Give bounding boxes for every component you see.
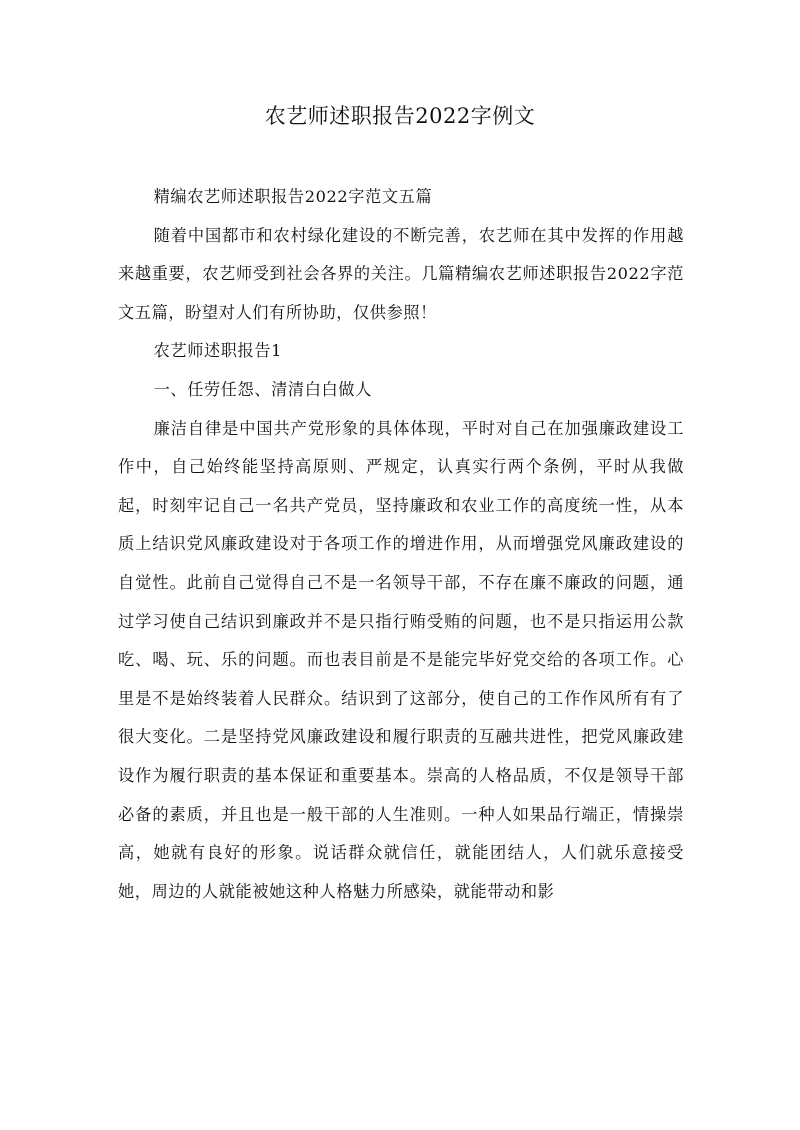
- section-heading: 农艺师述职报告1: [153, 341, 283, 361]
- body-paragraph: 廉洁自律是中国共产党形象的具体体现，平时对自己在加强廉政建设工作中，自己始终能坚持高原则、严规定，认真实行两个条例，平时从我做起，时刻牢记自己一名共产党员，坚持廉政和农业工作的高度统一性，从本质上结识党风廉政建设对于各项工作的增进作用，从而增强党风廉政建设的自觉性。此前自己觉得自己不是一名领导干部，不存在廉不廉政的问题，通过学习使自己结识到廉政并不是只指行贿受贿的问题，也不是只指运用公款吃、喝、玩、乐的问题。而也表目前是不是能完毕好党交给的各项工作。心里是不是始终装着人民群众。结识到了这部分，使自己的工作作风所有有了很大变化。二是坚持党风廉政建设和履行职责的互融共进性，把党风廉政建设作为履行职责的基本保证和重要基本。崇高的人格品质，不仅是领导干部必备的素质，并且也是一般干部的人生准则。一种人如果品行端正，情操崇高，她就有良好的形象。说话群众就信任，就能团结人，人们就乐意接受她，周边的人就能被她这种人格魅力所感染，就能带动和影: [118, 418, 684, 901]
- intro-paragraph: 随着中国都市和农村绿化建设的不断完善，农艺师在其中发挥的作用越来越重要，农艺师受到社会各界的关注。几篇精编农艺师述职报告2022字范文五篇，盼望对人们有所协助，仅供参照！: [118, 225, 684, 322]
- subsection-heading: 一、任劳任怨、清清白白做人: [153, 379, 372, 399]
- document-body: [118, 178, 684, 911]
- document-title: 农艺师述职报告2022字例文: [264, 104, 536, 128]
- subtitle-paragraph: 精编农艺师述职报告2022字范文五篇: [153, 187, 433, 206]
